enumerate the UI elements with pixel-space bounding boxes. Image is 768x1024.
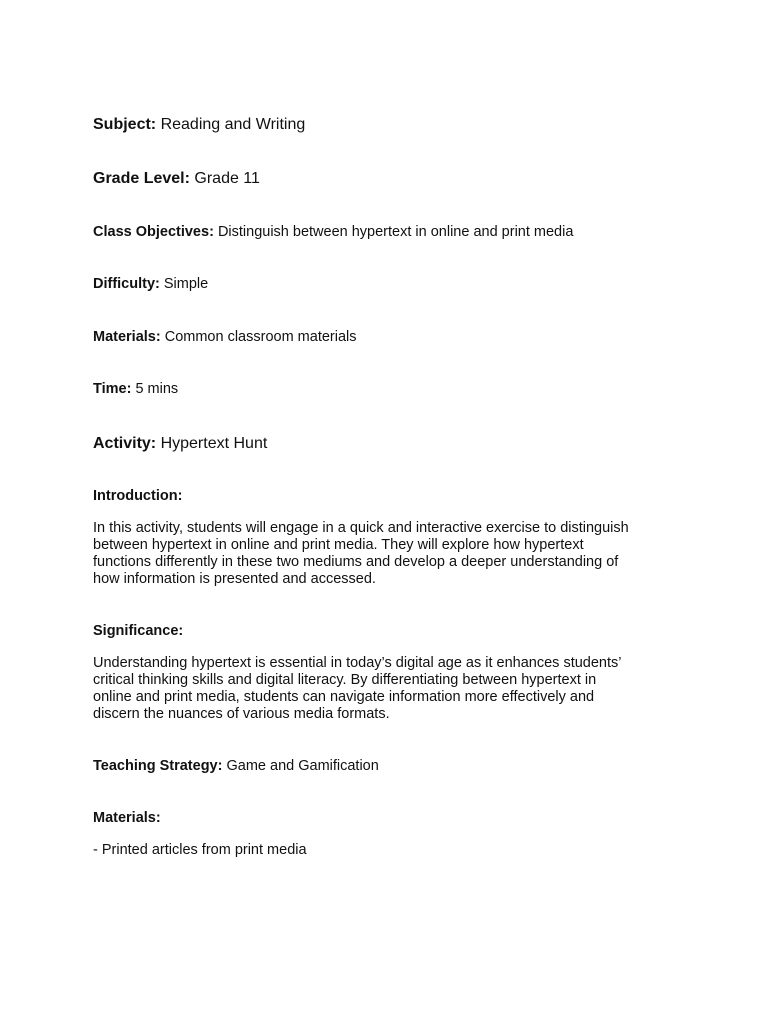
- subject-value: Reading and Writing: [160, 116, 306, 133]
- significance-heading: Significance:: [93, 623, 184, 639]
- significance-line: online and print media, students can navigate information more effectively and: [93, 689, 595, 705]
- time-label: Time:: [93, 381, 132, 397]
- difficulty-label: Difficulty:: [93, 276, 160, 292]
- introduction-line: functions differently in these two mediums and develop a deeper understanding of: [93, 554, 619, 570]
- introduction-heading: Introduction:: [93, 488, 183, 504]
- materials-field: [93, 329, 357, 345]
- materials-label: Materials:: [93, 329, 161, 345]
- class-objectives-value: Distinguish between hypertext in online and print media: [217, 224, 574, 240]
- grade-level-field: [93, 170, 260, 188]
- introduction-paragraph: [93, 520, 683, 588]
- difficulty-value: Simple: [163, 276, 209, 292]
- time-field: [93, 381, 178, 397]
- subject-field: [93, 116, 305, 134]
- teaching-strategy-value: Game and Gamification: [226, 758, 379, 774]
- class-objectives-label: Class Objectives:: [93, 224, 214, 240]
- introduction-line: In this activity, students will engage in a quick and interactive exercise to distinguish: [93, 520, 629, 536]
- significance-line: Understanding hypertext is essential in today’s digital age as it enhances students’: [93, 655, 622, 671]
- teaching-strategy-label: Teaching Strategy:: [93, 758, 223, 774]
- activity-label: Activity:: [93, 435, 157, 452]
- class-objectives-field: [93, 224, 573, 240]
- difficulty-field: [93, 276, 208, 292]
- subject-label: Subject:: [93, 116, 157, 133]
- teaching-strategy-field: [93, 758, 379, 774]
- activity-value: Hypertext Hunt: [160, 435, 268, 452]
- significance-line: critical thinking skills and digital literacy. By differentiating between hypertext in: [93, 672, 597, 688]
- significance-line: discern the nuances of various media formats.: [93, 706, 390, 722]
- materials-list-item: - Printed articles from print media: [93, 842, 307, 858]
- significance-paragraph: [93, 655, 683, 723]
- grade-level-value: Grade 11: [194, 170, 260, 187]
- activity-field: [93, 435, 267, 453]
- materials-value: Common classroom materials: [164, 329, 357, 345]
- time-value: 5 mins: [135, 381, 179, 397]
- introduction-line: between hypertext in online and print media. They will explore how hypertext: [93, 537, 584, 553]
- grade-level-label: Grade Level:: [93, 170, 190, 187]
- materials-list-heading: Materials:: [93, 810, 161, 826]
- introduction-line: how information is presented and accessed.: [93, 571, 376, 587]
